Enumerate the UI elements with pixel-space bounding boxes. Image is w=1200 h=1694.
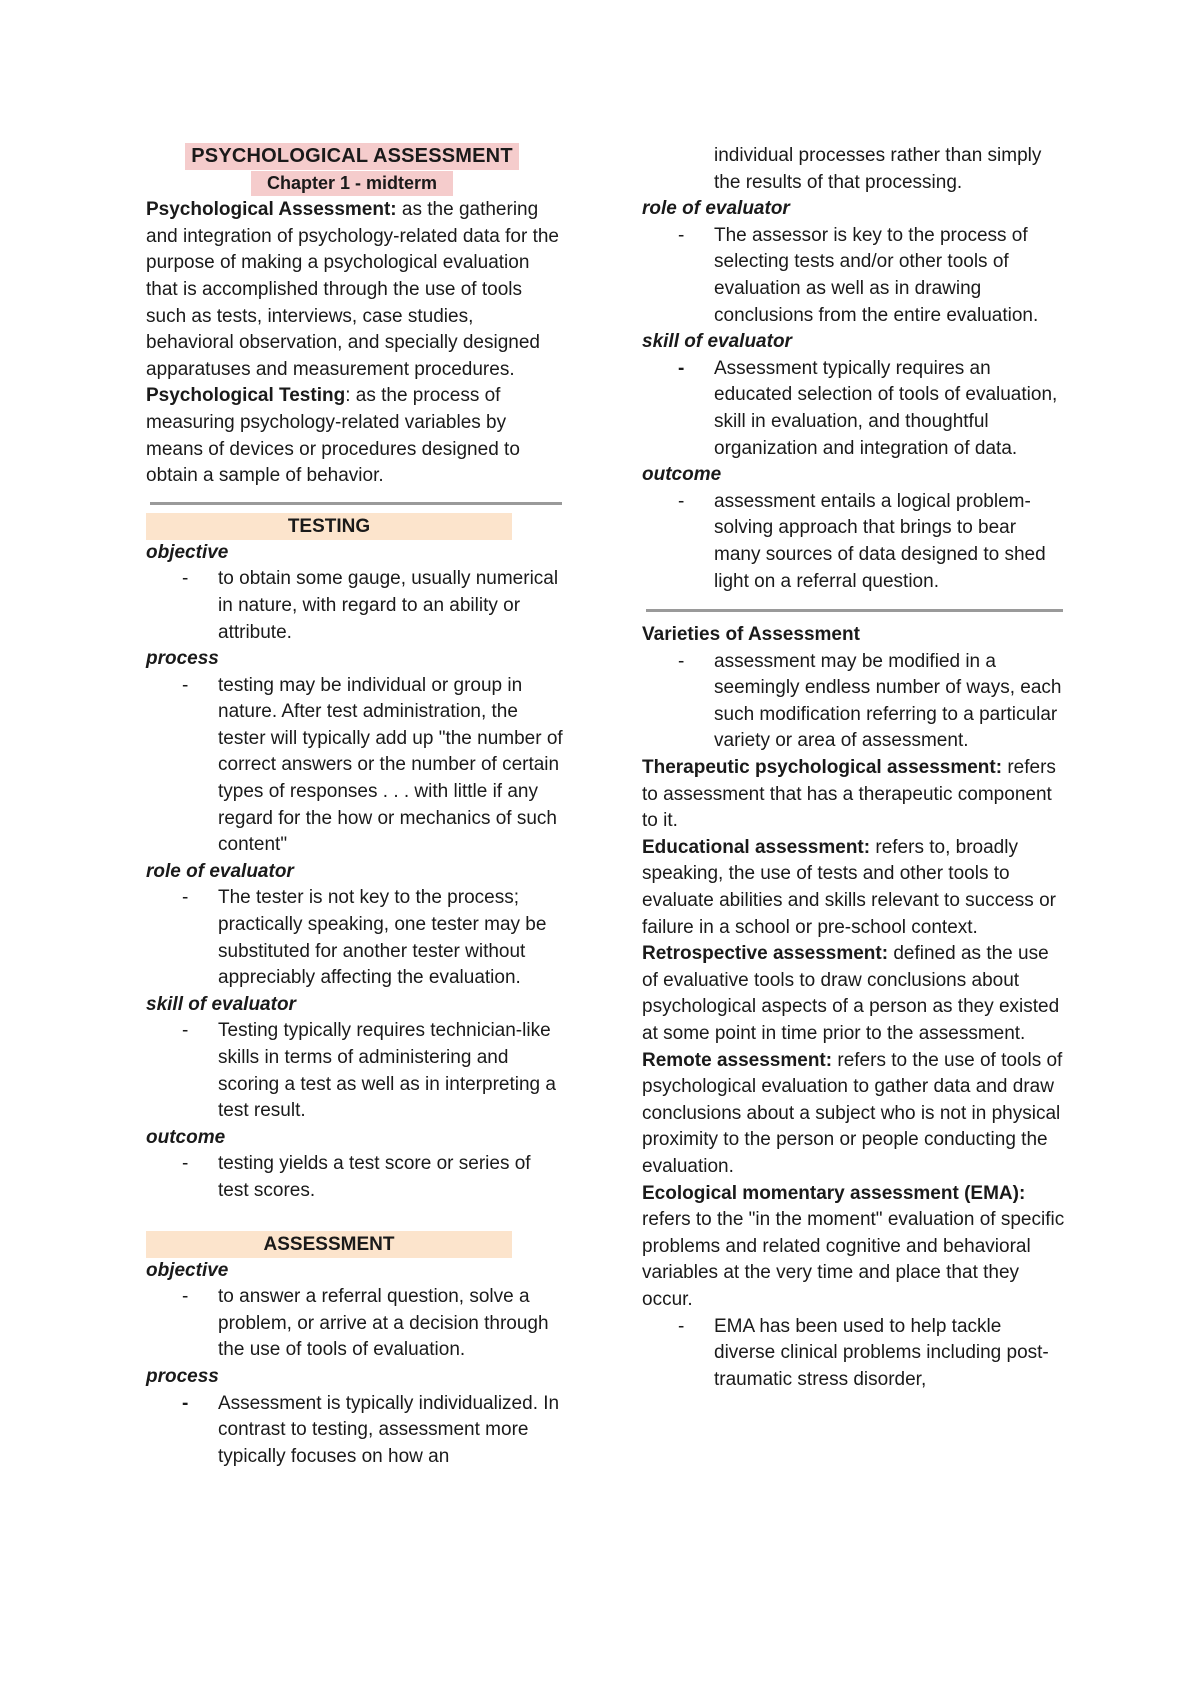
variety-term: Ecological momentary assessment (EMA): — [642, 1182, 1026, 1204]
assessment-objective-label: objective — [146, 1259, 229, 1281]
definition-text: : as the process of measuring psychology-related variables by means of devices or procedures designed to obtain a sample of behavior. — [146, 385, 520, 487]
varieties-bullet — [642, 649, 1067, 755]
testing-heading: TESTING — [146, 513, 512, 540]
variety-text: refers to, broadly speaking, the use of tests and other tools to evaluate abilities and skills relevant to success or failure in a school or pre-school context. — [642, 836, 1056, 938]
bullet-text: The tester is not key to the process; practically speaking, one tester may be substituted for another tester without appreciably affecting the evaluation. — [218, 887, 547, 989]
assessment-process-bullet — [146, 1391, 566, 1471]
testing-outcome-bullet — [146, 1151, 566, 1204]
assessment-process-bullet-continued — [642, 143, 1067, 196]
dash-marker: - — [182, 1392, 189, 1414]
definition-term: Psychological Assessment: — [146, 199, 397, 221]
bullet-text: individual processes rather than simply the results of that processing. — [714, 145, 1042, 193]
testing-objective-label: objective — [146, 541, 229, 563]
divider — [646, 609, 1063, 612]
varieties-heading: Varieties of Assessment — [642, 624, 860, 646]
variety-retrospective — [642, 941, 1067, 1047]
variety-text: refers to assessment that has a therapeutic component to it. — [642, 757, 1056, 832]
bullet-text: testing may be individual or group in nature. After test administration, the tester will typically add up "the number of correct answers or the number of certain types of responses . . . with little if any regard for the how or mechanics of such content" — [218, 674, 563, 856]
variety-ema — [642, 1181, 1067, 1314]
dash-marker: - — [182, 1020, 189, 1042]
dash-marker: - — [678, 1315, 685, 1337]
definition-psych-testing — [146, 383, 566, 489]
bullet-text: to answer a referral question, solve a problem, or arrive at a decision through the use of tools of evaluation. — [218, 1286, 549, 1361]
dash-marker: - — [182, 674, 189, 696]
assessment-outcome-label: outcome — [642, 464, 722, 486]
assessment-role-label: role of evaluator — [642, 198, 790, 220]
variety-text: refers to the "in the moment" evaluation of specific problems and related cognitive and behavioral variables at the very time and place that they occur. — [642, 1209, 1065, 1310]
dash-marker: - — [678, 490, 685, 512]
dash-marker: - — [182, 1153, 189, 1175]
bullet-text: Assessment typically requires an educated selection of tools of evaluation, skill in evaluation, and thoughtful organization and integration of data. — [714, 357, 1058, 459]
variety-remote — [642, 1048, 1067, 1181]
assessment-skill-label: skill of evaluator — [642, 331, 792, 353]
variety-term: Remote assessment: — [642, 1049, 833, 1071]
definition-psych-assessment — [146, 197, 566, 383]
dash-marker: - — [182, 568, 189, 590]
variety-text: refers to the use of tools of psychological evaluation to gather data and draw conclusions about a subject who is not in physical proximity to the person or people conducting the evaluation. — [642, 1049, 1063, 1177]
dash-marker: - — [678, 650, 685, 672]
definition-term: Psychological Testing — [146, 385, 346, 407]
testing-skill-bullet — [146, 1018, 566, 1124]
bullet-text: testing yields a test score or series of test scores. — [218, 1153, 531, 1201]
variety-therapeutic — [642, 755, 1067, 835]
testing-process-label: process — [146, 648, 219, 670]
definition-text: as the gathering and integration of psychology-related data for the purpose of making a psychological evaluation that is accomplished through the use of tools such as tests, interviews, case studies, behavioral observation, and specially designed apparatuses and measurement procedures. — [146, 199, 559, 380]
dash-marker: - — [678, 224, 685, 246]
testing-objective-bullet — [146, 566, 566, 646]
testing-role-bullet — [146, 885, 566, 991]
bullet-text: The assessor is key to the process of selecting tests and/or other tools of evaluation as well as in drawing conclusions from the entire evaluation. — [714, 224, 1039, 326]
bullet-text: assessment entails a logical problem-solving approach that brings to bear many sources of data designed to shed light on a referral question. — [714, 490, 1046, 592]
variety-term: Therapeutic psychological assessment: — [642, 757, 1003, 779]
assessment-skill-bullet — [642, 356, 1067, 462]
testing-skill-label: skill of evaluator — [146, 993, 296, 1015]
testing-outcome-label: outcome — [146, 1126, 226, 1148]
bullet-text: to obtain some gauge, usually numerical in nature, with regard to an ability or attribute. — [218, 568, 559, 643]
bullet-text: EMA has been used to help tackle diverse clinical problems including post-traumatic stress disorder, — [714, 1315, 1049, 1390]
assessment-process-label: process — [146, 1365, 219, 1387]
bullet-text: Assessment is typically individualized. In contrast to testing, assessment more typically focuses on how an — [218, 1392, 560, 1467]
dash-marker: - — [182, 1286, 189, 1308]
document-subtitle: Chapter 1 - midterm — [251, 171, 453, 196]
right-column — [642, 143, 1067, 1393]
testing-role-label: role of evaluator — [146, 860, 294, 882]
bullet-text: assessment may be modified in a seemingly endless number of ways, each such modification referring to a particular variety or area of assessment. — [714, 650, 1062, 752]
variety-text: defined as the use of evaluative tools to draw conclusions about psychological aspects of a person as they existed at some point in time prior to the assessment. — [642, 943, 1060, 1044]
variety-educational — [642, 835, 1067, 941]
bullet-text: Testing typically requires technician-like skills in terms of administering and scoring a test as well as in interpreting a test result. — [218, 1020, 556, 1122]
left-column — [146, 143, 566, 1470]
testing-process-bullet — [146, 673, 566, 859]
dash-marker: - — [678, 357, 685, 379]
variety-term: Retrospective assessment: — [642, 943, 889, 965]
assessment-role-bullet — [642, 223, 1067, 329]
divider — [150, 502, 562, 505]
assessment-outcome-bullet — [642, 489, 1067, 595]
title-wrap — [146, 143, 558, 171]
subtitle-wrap — [146, 171, 558, 198]
assessment-objective-bullet — [146, 1284, 566, 1364]
dash-marker: - — [182, 887, 189, 909]
variety-term: Educational assessment: — [642, 836, 871, 858]
document-title: PSYCHOLOGICAL ASSESSMENT — [185, 143, 519, 170]
assessment-heading: ASSESSMENT — [146, 1231, 512, 1258]
ema-bullet — [642, 1314, 1067, 1394]
